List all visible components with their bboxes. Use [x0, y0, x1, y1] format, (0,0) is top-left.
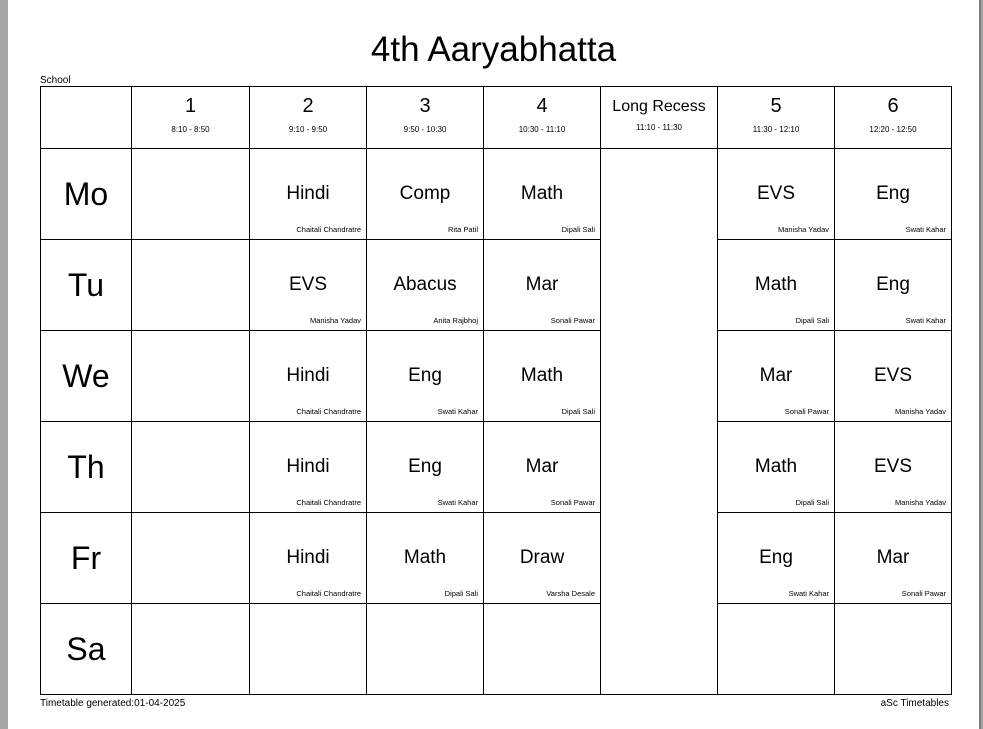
period-header-3 [367, 87, 484, 149]
corner-cell [41, 87, 132, 149]
lesson-cell [250, 240, 367, 331]
lesson-subject: Hindi [286, 456, 330, 477]
empty-cell [132, 604, 250, 695]
lesson-subject: Eng [759, 547, 793, 568]
empty-cell [718, 604, 835, 695]
empty-cell [132, 422, 250, 513]
lesson-teacher: Anita Rajbhoj [433, 316, 478, 325]
lesson-teacher: Sonali Pawar [550, 316, 595, 325]
lesson-subject: Eng [876, 183, 910, 204]
empty-cell [132, 513, 250, 604]
period-header-5 [718, 87, 835, 149]
lesson-teacher: Sonali Pawar [550, 498, 595, 507]
lesson-subject: Eng [408, 365, 442, 386]
lesson-subject: Mar [525, 274, 559, 295]
lesson-subject: EVS [756, 183, 796, 204]
lesson-teacher: Chaitali Chandratre [296, 225, 361, 234]
empty-cell [484, 604, 601, 695]
lesson-teacher: Dipali Sali [444, 589, 478, 598]
lesson-subject: Math [754, 456, 798, 477]
empty-cell [367, 604, 484, 695]
lesson-cell [718, 513, 835, 604]
lesson-subject: EVS [288, 274, 328, 295]
period-time: 12:20 - 12:50 [869, 125, 917, 134]
period-label: 3 [419, 95, 431, 117]
lesson-cell [718, 240, 835, 331]
empty-cell [132, 149, 250, 240]
lesson-teacher: Dipali Sali [561, 225, 595, 234]
lesson-cell [484, 331, 601, 422]
lesson-subject: EVS [873, 456, 913, 477]
lesson-teacher: Manisha Yadav [309, 316, 361, 325]
lesson-teacher: Swati Kahar [437, 407, 478, 416]
day-row-sa [41, 604, 952, 695]
day-label: Th [41, 422, 132, 513]
lesson-subject: Eng [876, 274, 910, 295]
lesson-teacher: Dipali Sali [795, 316, 829, 325]
lesson-teacher: Manisha Yadav [777, 225, 829, 234]
period-header-recess [601, 87, 718, 149]
lesson-teacher: Chaitali Chandratre [296, 498, 361, 507]
lesson-teacher: Chaitali Chandratre [296, 589, 361, 598]
lesson-teacher: Dipali Sali [795, 498, 829, 507]
period-time: 10:30 - 11:10 [518, 125, 566, 134]
day-label: We [41, 331, 132, 422]
period-header-4 [484, 87, 601, 149]
page-title: 4th Aaryabhatta [370, 30, 617, 69]
period-header-2 [250, 87, 367, 149]
lesson-subject: Mar [876, 547, 910, 568]
lesson-subject: Mar [759, 365, 793, 386]
empty-cell [132, 331, 250, 422]
period-label: 4 [536, 95, 548, 117]
lesson-teacher: Rita Patil [447, 225, 478, 234]
lesson-teacher: Sonali Pawar [901, 589, 946, 598]
lesson-teacher: Chaitali Chandratre [296, 407, 361, 416]
lesson-subject: Math [754, 274, 798, 295]
period-label: 5 [770, 95, 782, 117]
lesson-teacher: Varsha Desale [546, 589, 595, 598]
period-label: 6 [887, 95, 899, 117]
period-time: 11:30 - 12:10 [752, 125, 800, 134]
period-header-1 [132, 87, 250, 149]
period-time: 8:10 - 8:50 [171, 125, 210, 134]
lesson-subject: Hindi [286, 365, 330, 386]
lesson-teacher: Sonali Pawar [784, 407, 829, 416]
lesson-subject: Abacus [393, 274, 457, 295]
lesson-subject: Eng [408, 456, 442, 477]
period-label: Long Recess [612, 97, 706, 115]
lesson-cell [484, 513, 601, 604]
generated-date: Timetable generated:01-04-2025 [40, 698, 186, 709]
period-label: 1 [184, 95, 197, 117]
lesson-cell [250, 422, 367, 513]
lesson-cell [484, 240, 601, 331]
lesson-teacher: Swati Kahar [905, 316, 946, 325]
lesson-subject: Math [520, 183, 564, 204]
school-label: School [40, 75, 71, 86]
lesson-subject: Mar [525, 456, 559, 477]
lesson-subject: Draw [519, 547, 565, 568]
lesson-cell [367, 149, 484, 240]
lesson-cell [835, 149, 952, 240]
lesson-subject: Comp [399, 183, 451, 204]
day-label: Mo [41, 149, 132, 240]
timetable-page [8, 0, 979, 729]
day-row-fr [41, 513, 952, 604]
lesson-subject: Math [520, 365, 564, 386]
period-header-6 [835, 87, 952, 149]
day-label: Fr [41, 513, 132, 604]
lesson-teacher: Manisha Yadav [894, 407, 946, 416]
lesson-cell [367, 240, 484, 331]
day-row-tu [41, 240, 952, 331]
lesson-cell [484, 422, 601, 513]
empty-cell [250, 604, 367, 695]
lesson-cell [835, 513, 952, 604]
lesson-subject: Math [403, 547, 447, 568]
day-label: Tu [41, 240, 132, 331]
day-row-th [41, 422, 952, 513]
lesson-subject: EVS [873, 365, 913, 386]
lesson-cell [250, 149, 367, 240]
lesson-cell [718, 422, 835, 513]
period-time: 9:50 - 10:30 [403, 125, 447, 134]
lesson-cell [835, 240, 952, 331]
software-credit: aSc Timetables [880, 698, 949, 709]
lesson-cell [367, 513, 484, 604]
empty-cell [132, 240, 250, 331]
lesson-cell [835, 331, 952, 422]
lesson-cell [718, 149, 835, 240]
lesson-cell [367, 331, 484, 422]
lesson-cell [835, 422, 952, 513]
period-label: 2 [302, 95, 314, 117]
day-row-mo [41, 149, 952, 240]
period-time: 11:10 - 11:30 [636, 122, 682, 132]
lesson-subject: Hindi [286, 547, 330, 568]
day-label: Sa [41, 604, 132, 695]
day-row-we [41, 331, 952, 422]
empty-cell [835, 604, 952, 695]
lesson-teacher: Swati Kahar [905, 225, 946, 234]
lesson-teacher: Manisha Yadav [894, 498, 946, 507]
lesson-teacher: Dipali Sali [561, 407, 595, 416]
period-header-row [41, 87, 952, 149]
lesson-cell [250, 513, 367, 604]
lesson-cell [367, 422, 484, 513]
lesson-cell [250, 331, 367, 422]
lesson-teacher: Swati Kahar [788, 589, 829, 598]
lesson-cell [718, 331, 835, 422]
period-time: 9:10 - 9:50 [288, 125, 328, 134]
lesson-cell [484, 149, 601, 240]
timetable-grid [40, 86, 952, 695]
recess-column [601, 149, 718, 695]
lesson-teacher: Swati Kahar [437, 498, 478, 507]
lesson-subject: Hindi [286, 183, 330, 204]
